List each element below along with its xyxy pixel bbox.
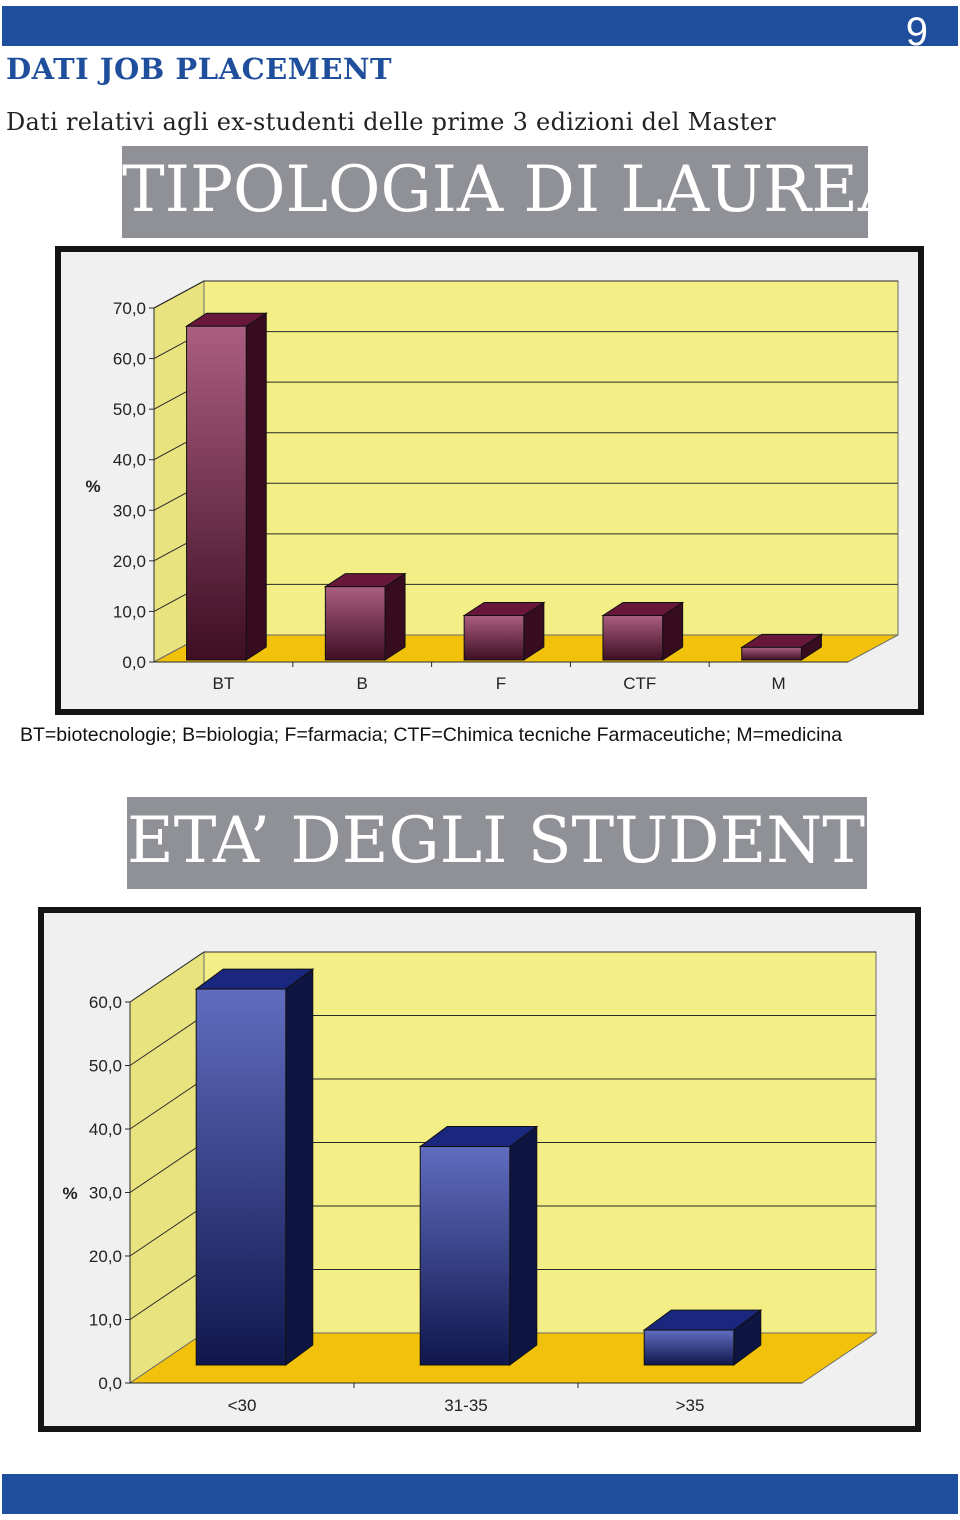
plot-back-wall bbox=[204, 281, 898, 635]
bar bbox=[742, 647, 802, 660]
y-tick-label: 0,0 bbox=[98, 1374, 122, 1393]
bar-side-face bbox=[286, 969, 313, 1365]
y-tick-label: 30,0 bbox=[112, 501, 146, 521]
section-title: DATI JOB PLACEMENT bbox=[6, 52, 393, 86]
x-tick-label: <30 bbox=[227, 1396, 257, 1415]
bar bbox=[644, 1330, 734, 1365]
age-chart-panel bbox=[44, 913, 915, 1426]
x-tick-label: M bbox=[771, 674, 786, 693]
y-tick-label: 0,0 bbox=[122, 653, 146, 672]
age-chart bbox=[44, 913, 915, 1426]
y-axis-label: % bbox=[85, 477, 101, 496]
y-tick-label: 60,0 bbox=[88, 993, 122, 1012]
age-chart-heading: ETA’ DEGLI STUDENTI bbox=[127, 797, 867, 889]
y-tick-label: 10,0 bbox=[112, 602, 146, 622]
y-tick-label: 20,0 bbox=[88, 1247, 122, 1266]
bar bbox=[187, 326, 247, 660]
bottom-band bbox=[2, 1474, 958, 1514]
y-tick-label: 40,0 bbox=[88, 1120, 122, 1139]
y-tick-label: 50,0 bbox=[88, 1056, 122, 1076]
y-tick-label: 20,0 bbox=[112, 551, 146, 571]
x-tick-label: B bbox=[356, 674, 368, 693]
y-tick-label: 30,0 bbox=[88, 1183, 122, 1203]
x-tick-label: CTF bbox=[623, 674, 657, 693]
page-number: 9 bbox=[905, 10, 928, 54]
y-tick-label: 40,0 bbox=[112, 450, 146, 470]
degree-chart-panel bbox=[61, 252, 918, 709]
x-tick-label: 31-35 bbox=[444, 1396, 488, 1415]
x-tick-label: F bbox=[495, 674, 507, 693]
age-chart-frame bbox=[38, 907, 921, 1432]
y-tick-label: 70,0 bbox=[112, 299, 146, 318]
y-tick-label: 10,0 bbox=[88, 1310, 122, 1330]
degree-legend-caption: BT=biotecnologie; B=biologia; F=farmacia; CTF=Chimica tecniche Farmaceutiche; M=medicina bbox=[20, 724, 843, 746]
y-axis-label: % bbox=[62, 1184, 78, 1203]
bar bbox=[603, 615, 663, 660]
bar-side-face bbox=[246, 313, 266, 660]
bar bbox=[420, 1147, 510, 1365]
degree-chart-frame bbox=[55, 246, 924, 715]
y-tick-label: 60,0 bbox=[112, 349, 146, 369]
bar-side-face bbox=[510, 1127, 537, 1365]
x-tick-label: BT bbox=[212, 674, 235, 693]
top-band bbox=[2, 6, 958, 54]
bar bbox=[196, 989, 286, 1365]
degree-chart bbox=[61, 252, 918, 709]
degree-chart-heading: TIPOLOGIA DI LAUREA bbox=[122, 146, 868, 238]
x-tick-label: >35 bbox=[675, 1396, 705, 1415]
bar-side-face bbox=[385, 574, 405, 660]
subtitle: Dati relativi agli ex-studenti delle prime 3 edizioni del Master bbox=[6, 108, 776, 136]
bar bbox=[325, 587, 385, 660]
y-tick-label: 50,0 bbox=[112, 400, 146, 420]
bar bbox=[464, 615, 524, 660]
